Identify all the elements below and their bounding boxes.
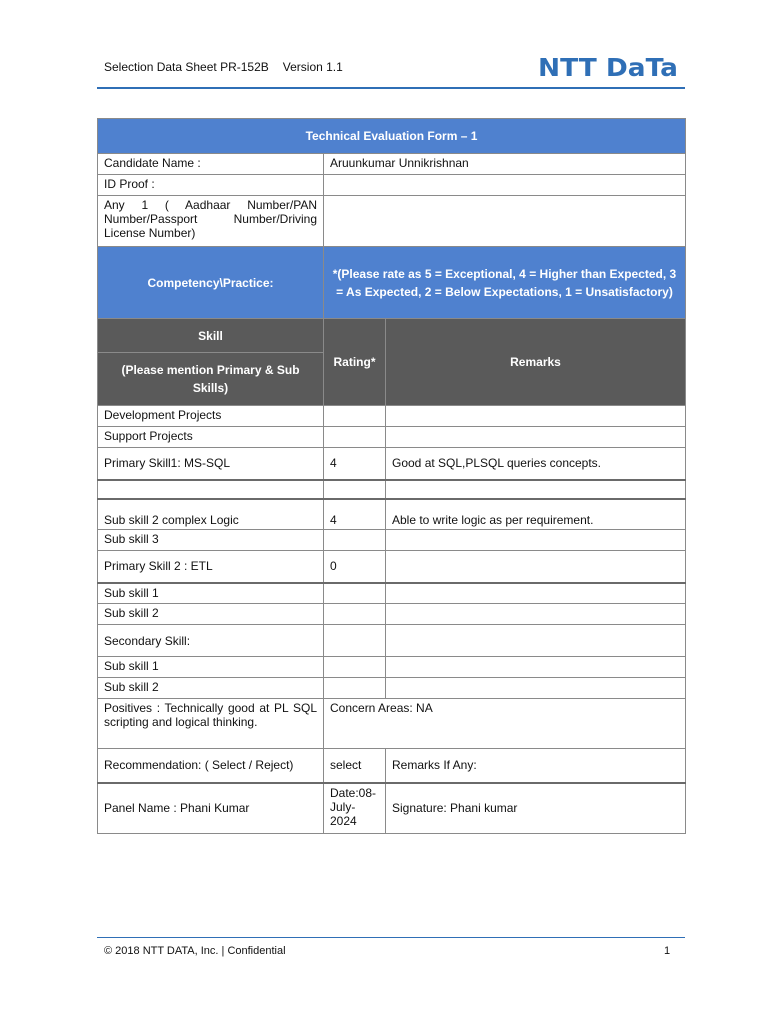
table-row [98,551,686,583]
table-row [98,480,686,499]
rating-cell [324,625,386,657]
positives: Positives : Technically good at PL SQL scripting and logical thinking. [98,699,324,749]
signature: Signature: Phani kumar [386,783,686,834]
form-title: Technical Evaluation Form – 1 [98,119,686,154]
skill-cell: Sub skill 2 [98,604,324,625]
remarks-cell [386,678,686,699]
table-row [98,427,686,448]
table-row [98,499,686,530]
technical-evaluation-table [97,118,686,834]
remarks-cell: Good at SQL,PLSQL queries concepts. [386,448,686,480]
skill-cell: Primary Skill1: MS-SQL [98,448,324,480]
remarks-cell [386,530,686,551]
id-proof-note-value [324,196,686,247]
rating-cell: 4 [324,448,386,480]
table-row [98,678,686,699]
competency-practice-label: Competency\Practice: [98,247,324,319]
skill-subheader: (Please mention Primary & Sub Skills) [98,353,324,406]
skill-cell: Primary Skill 2 : ETL [98,551,324,583]
rating-instruction: *(Please rate as 5 = Exceptional, 4 = Higher than Expected, 3 = As Expected, 2 = Below Expectations, 1 = Unsatisfactory) [324,247,686,319]
remarks-cell [386,604,686,625]
candidate-name-label: Candidate Name : [98,154,324,175]
table-row [98,604,686,625]
rating-cell [324,604,386,625]
remarks-header: Remarks [386,319,686,406]
document-version: Version 1.1 [282,60,343,74]
rating-cell: 4 [324,499,386,530]
rating-cell [324,406,386,427]
skill-cell: Support Projects [98,427,324,448]
header-divider [97,87,685,89]
document-header [104,60,343,74]
logo-text: NTT DaTa [538,53,678,81]
remarks-if-any: Remarks If Any: [386,749,686,783]
skill-header: Skill [98,319,324,353]
footer-copyright: © 2018 NTT DATA, Inc. | Confidential [104,945,286,957]
rating-cell [324,583,386,604]
table-row [98,625,686,657]
rating-cell [324,480,386,499]
skill-cell: Sub skill 1 [98,583,324,604]
id-proof-note: Any 1 ( Aadhaar Number/PAN Number/Passport Number/Driving License Number) [98,196,324,247]
table-row [98,657,686,678]
skill-cell: Sub skill 2 [98,678,324,699]
remarks-cell [386,551,686,583]
remarks-cell [386,480,686,499]
panel-name: Panel Name : Phani Kumar [98,783,324,834]
candidate-name-value: Aruunkumar Unnikrishnan [324,154,686,175]
skill-cell: Sub skill 1 [98,657,324,678]
remarks-cell [386,406,686,427]
page-number: 1 [664,945,671,957]
rating-header: Rating* [324,319,386,406]
skill-cell [98,480,324,499]
evaluation-date: Date:08-July-2024 [324,783,386,834]
document-id: Selection Data Sheet PR-152B [104,60,269,74]
remarks-cell [386,657,686,678]
rating-cell [324,678,386,699]
table-row [98,448,686,480]
footer-divider [97,937,685,938]
id-proof-value [324,175,686,196]
table-row [98,406,686,427]
rating-cell: 0 [324,551,386,583]
concern-areas: Concern Areas: NA [324,699,686,749]
remarks-cell [386,625,686,657]
rating-cell [324,657,386,678]
table-row [98,530,686,551]
id-proof-label: ID Proof : [98,175,324,196]
remarks-cell [386,427,686,448]
rating-cell [324,530,386,551]
rating-cell [324,427,386,448]
ntt-data-logo [538,53,680,81]
table-row [98,583,686,604]
remarks-cell [386,583,686,604]
recommendation-value: select [324,749,386,783]
skill-cell: Sub skill 2 complex Logic [98,499,324,530]
remarks-cell: Able to write logic as per requirement. [386,499,686,530]
skill-cell: Secondary Skill: [98,625,324,657]
recommendation-label: Recommendation: ( Select / Reject) [98,749,324,783]
skill-cell: Sub skill 3 [98,530,324,551]
skill-cell: Development Projects [98,406,324,427]
